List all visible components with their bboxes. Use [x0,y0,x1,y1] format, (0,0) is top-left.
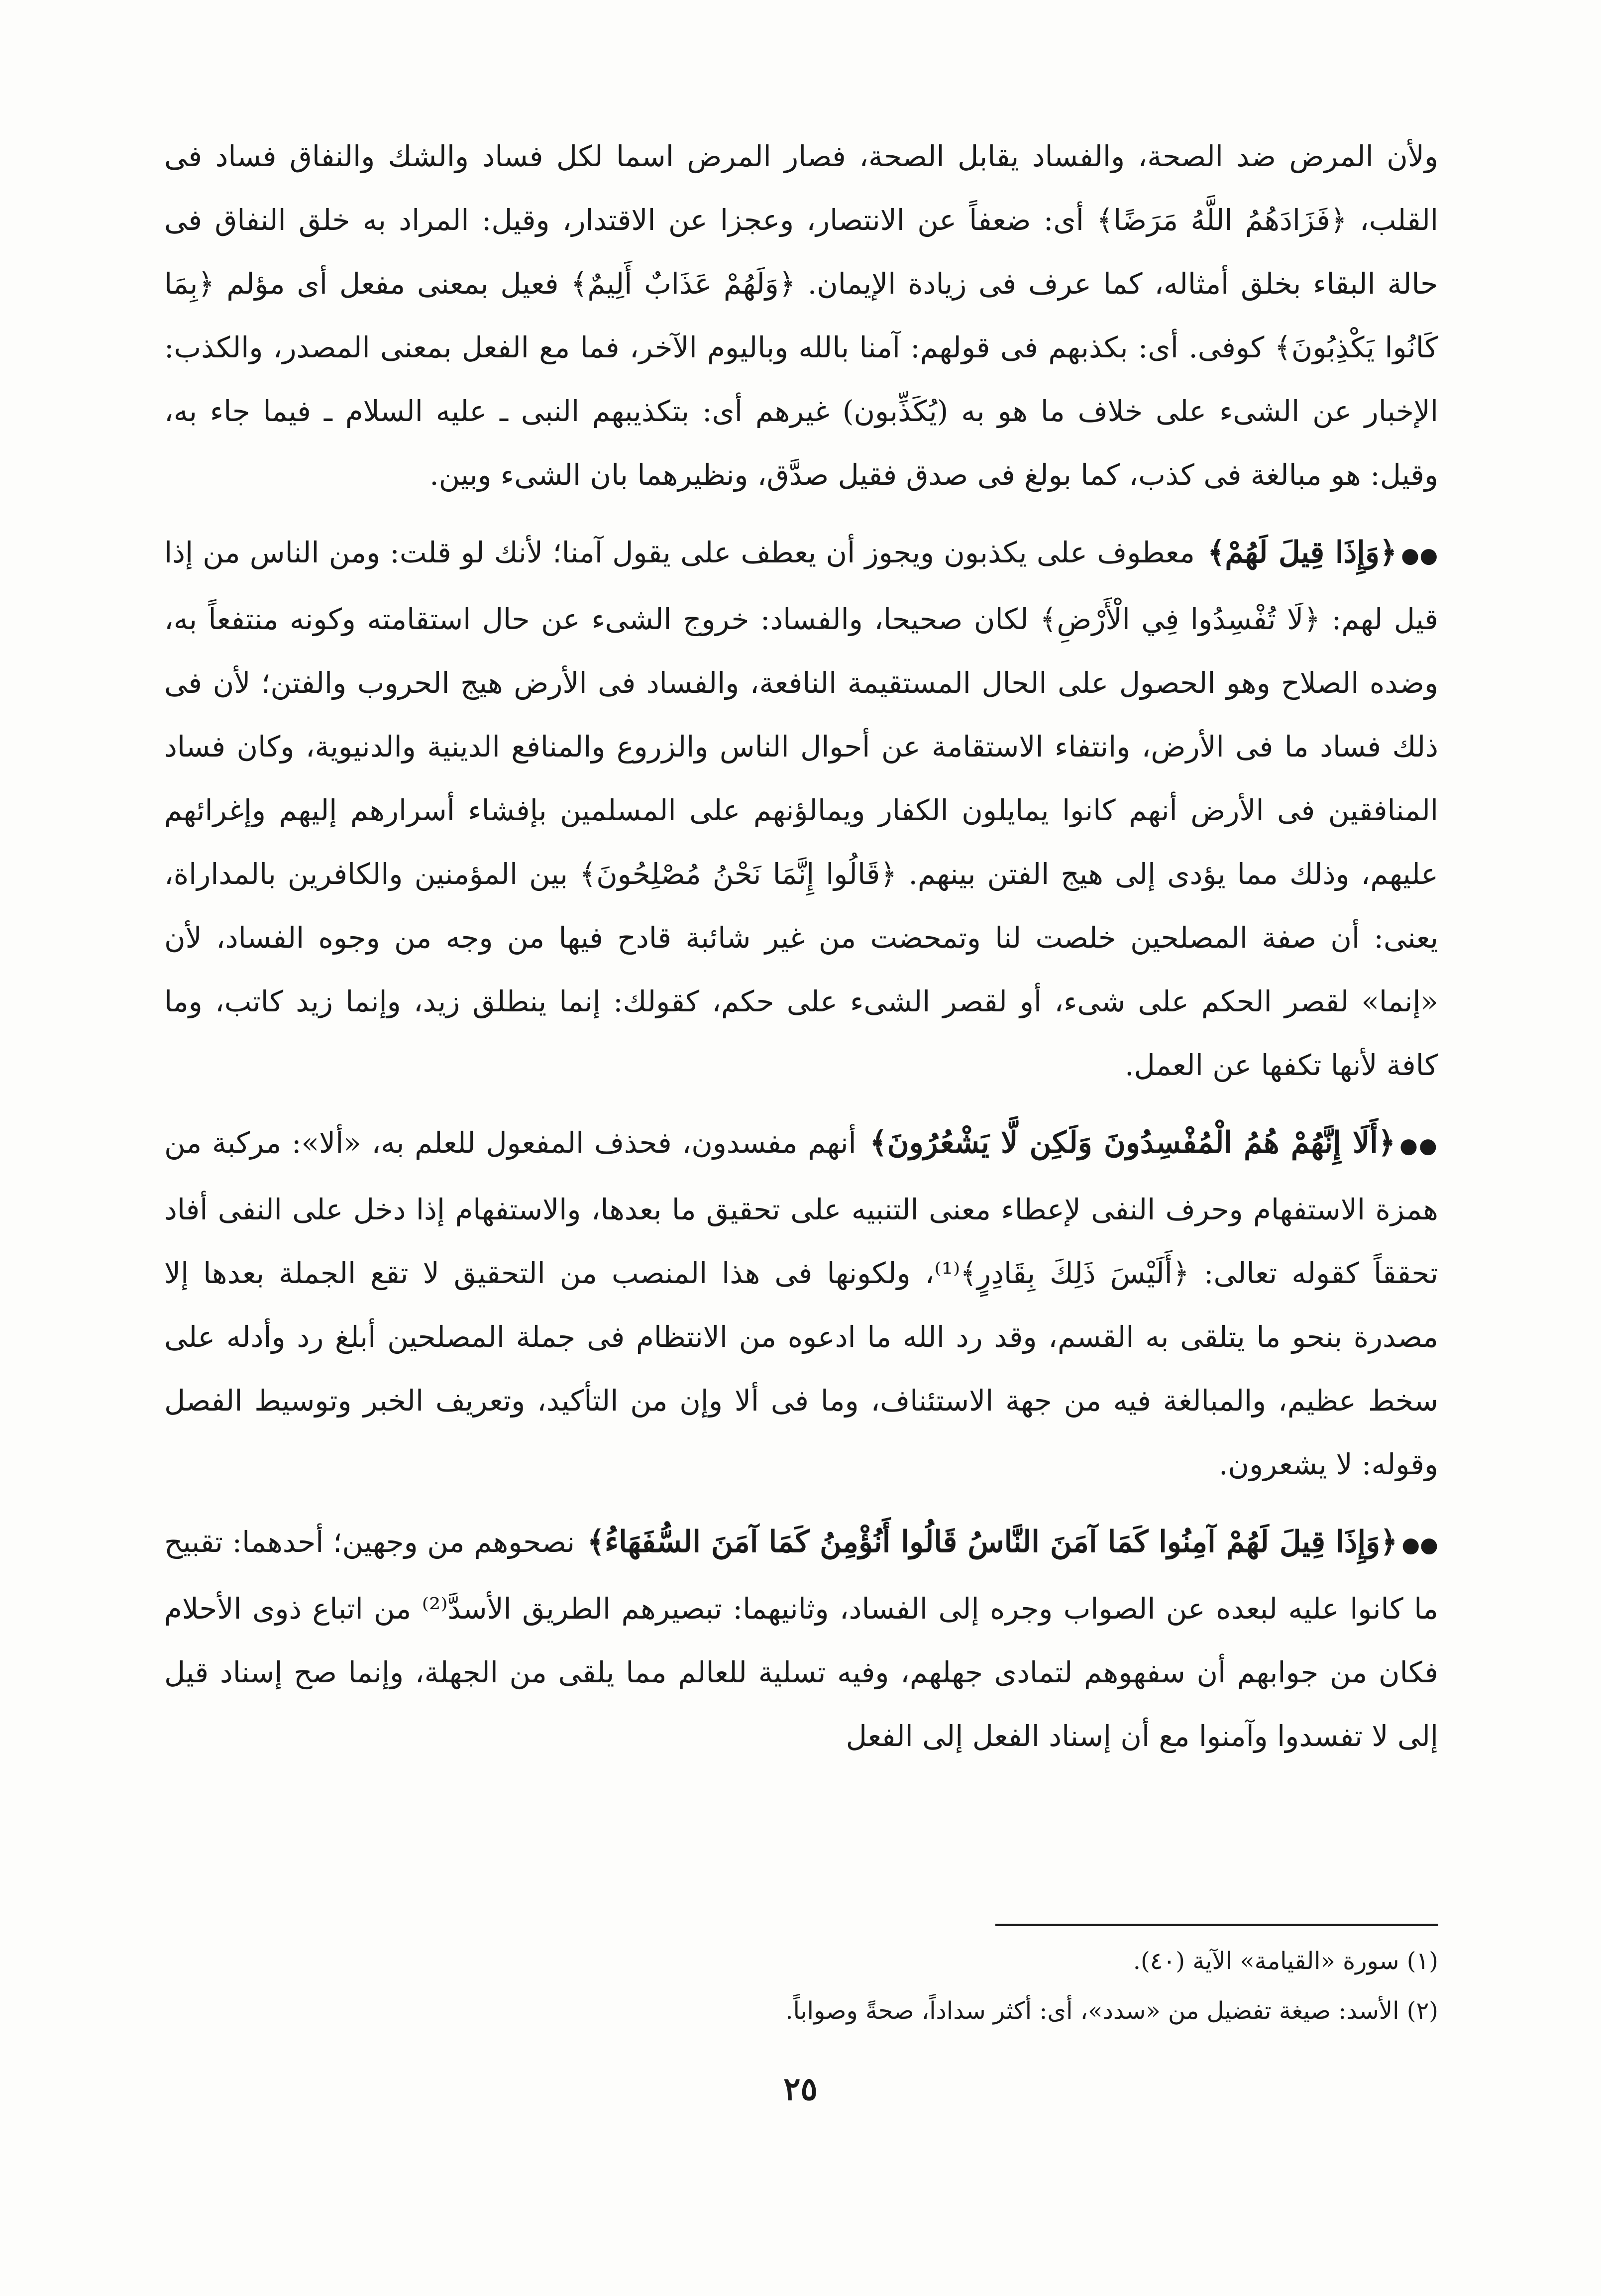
paragraph-bullet: ●● [1401,543,1439,567]
paragraph-text: نصحوهم من وجهين؛ أحدهما: تقبيح ما كانوا عليه لبعده عن الصواب وجره إلى الفساد، وثانيهما: تبصيرهم الطريق الأسدَّ⁽²⁾ من اتباع ذوى الأحلام فكان من جوابهم أن سفهوهم لتمادى جهلهم، وفيه تسلية للعالم مما يلقى من الجهلة، وإنما صح إسناد قيل إلى لا تفسدوا وآمنوا مع أن إسناد الفعل إلى الفعل [164,1525,1438,1753]
paragraph-text: ولأن المرض ضد الصحة، والفساد يقابل الصحة، فصار المرض اسما لكل فساد والشك والنفاق فساد فى القلب، ﴿فَزَادَهُمُ اللَّهُ مَرَضًا﴾ أى: ضعفاً عن الانتصار، وعجزا عن الاقتدار، وقيل: المراد به خلق النفاق فى حالة البقاء بخلق أمثاله، كما عرف فى زيادة الإيمان. ﴿وَلَهُمْ عَذَابٌ أَلِيمٌ﴾ فعيل بمعنى مفعل أى مؤلم ﴿بِمَا كَانُوا يَكْذِبُونَ﴾ كوفى. أى: بكذبهم فى قولهم: آمنا بالله وباليوم الآخر، فما مع الفعل بمعنى المصدر، والكذب: الإخبار عن الشىء على خلاف ما هو به (يُكَذِّبون) غيرهم أى: بتكذيبهم النبى ـ عليه السلام ـ فيما جاء به، وقيل: هو مبالغة فى كذب، كما بولغ فى صدق فقيل صدَّق، ونظيرهما بان الشىء وبين. [164,139,1438,492]
verse-heading: ﴿وَإِذَا قِيلَ لَهُمْ آمِنُوا كَمَا آمَنَ النَّاسُ قَالُوا أَنُؤْمِنُ كَمَا آمَنَ السُّفَهَاءُ﴾ [587,1525,1398,1559]
paragraph [164,124,1438,507]
paragraph-bullet: ●● [1401,1532,1439,1557]
footnotes [164,1936,1438,2036]
paragraph-text: أنهم مفسدون، فحذف المفعول للعلم به، «ألا»: مركبة من همزة الاستفهام وحرف النفى لإعطاء معنى التنبيه على تحقيق ما بعدها، والاستفهام إذا دخل على النفى أفاد تحققاً كقوله تعالى: ﴿أَلَيْسَ ذَلِكَ بِقَادِرٍ﴾⁽¹⁾، ولكونها فى هذا المنصب من التحقيق لا تقع الجملة بعدها إلا مصدرة بنحو ما يتلقى به القسم، وقد رد الله ما ادعوه من الانتظام فى جملة المصلحين أبلغ رد وأدله على سخط عظيم، والمبالغة فيه من جهة الاستئناف، وما فى ألا وإن من التأكيد، وتعريف الخبر وتوسيط الفصل وقوله: لا يشعرون. [164,1126,1438,1481]
footnote-divider [995,1924,1438,1926]
verse-heading: ﴿أَلَا إِنَّهُمْ هُمُ الْمُفْسِدُونَ وَلَكِن لَّا يَشْعُرُونَ﴾ [869,1125,1396,1160]
paragraph [164,1111,1438,1496]
page-number: ٢٥ [783,2071,818,2108]
paragraph [164,521,1438,1097]
main-text [164,124,1438,1768]
paragraph-bullet: ●● [1399,1133,1438,1158]
paragraph [164,1510,1438,1768]
paragraph-text: معطوف على يكذبون ويجوز أن يعطف على يقول آمنا؛ لأنك لو قلت: ومن الناس من إذا قيل لهم: ﴿لَا تُفْسِدُوا فِي الْأَرْضِ﴾ لكان صحيحا، والفساد: خروج الشىء عن حال استقامته وكونه منتفعاً به، وضده الصلاح وهو الحصول على الحال المستقيمة النافعة، والفساد فى الأرض هيج الحروب والفتن؛ لأن فى ذلك فساد ما فى الأرض، وانتفاء الاستقامة عن أحوال الناس والزروع والمنافع الدينية والدنيوية، وكان فساد المنافقين فى الأرض أنهم كانوا يمايلون الكفار ويمالؤنهم على المسلمين بإفشاء أسرارهم إليهم وإغرائهم عليهم، وذلك مما يؤدى إلى هيج الفتن بينهم. ﴿قَالُوا إِنَّمَا نَحْنُ مُصْلِحُونَ﴾ بين المؤمنين والكافرين بالمداراة، يعنى: أن صفة المصلحين خلصت لنا وتمحضت من غير شائبة قادح فيها من وجه من وجوه الفساد، لأن «إنما» لقصر الحكم على شىء، أو لقصر الشىء على حكم، كقولك: إنما ينطلق زيد، وإنما زيد كاتب، وما كافة لأنها تكفها عن العمل. [164,536,1438,1082]
footnote: (٢) الأسد: صيغة تفضيل من «سدد»، أى: أكثر سداداً، صحةً وصواباً. [785,1997,1438,2025]
verse-heading: ﴿وَإِذَا قِيلَ لَهُمْ﴾ [1207,535,1397,570]
footnote: (١) سورة «القيامة» الآية (٤٠). [1133,1947,1438,1975]
